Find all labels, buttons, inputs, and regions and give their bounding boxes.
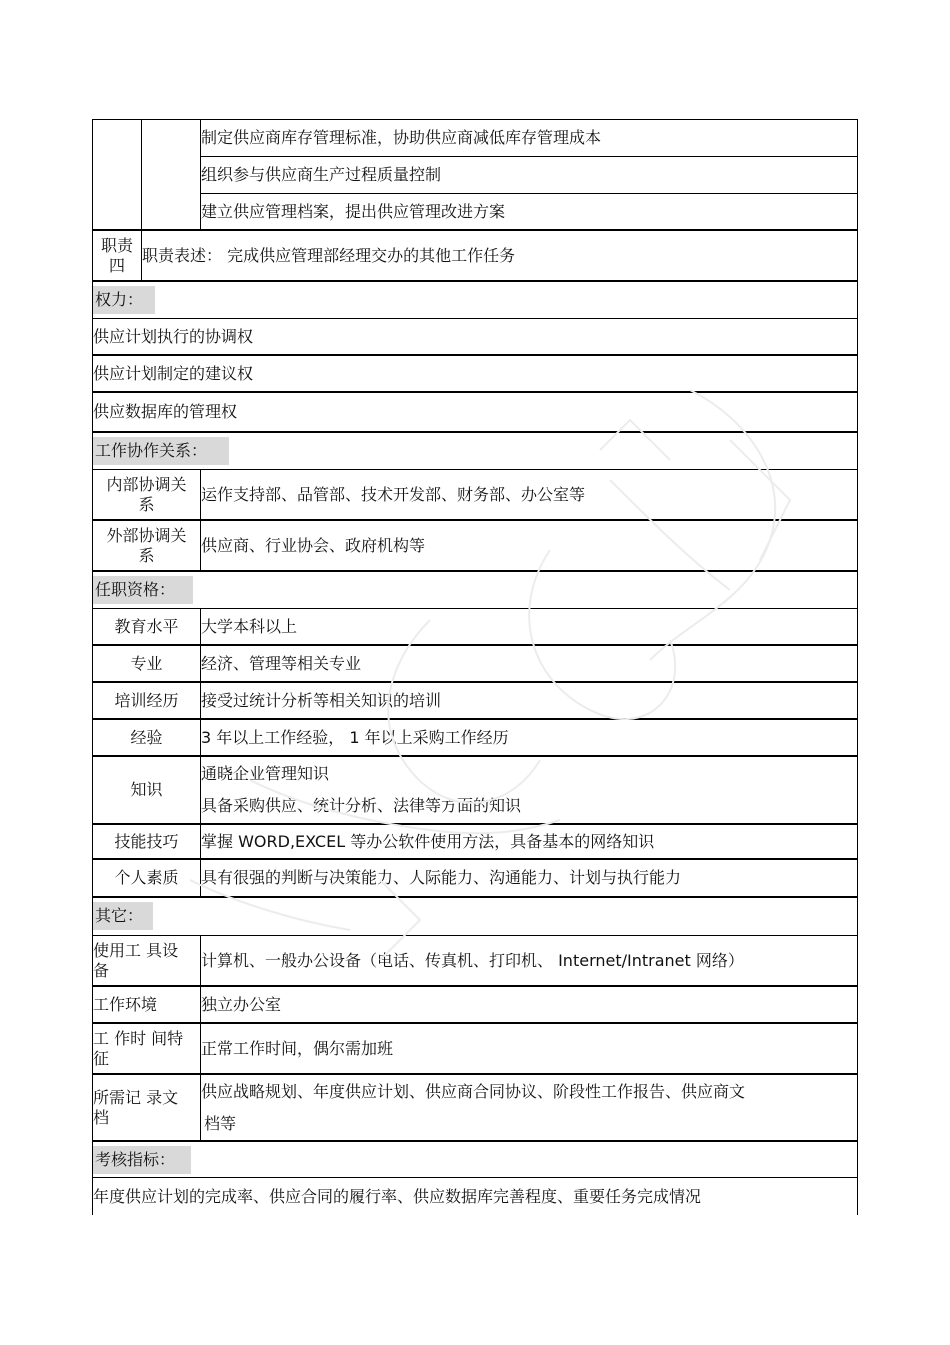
documents-row: [92, 1074, 858, 1141]
duty-item-row: [200, 193, 858, 230]
internal-relations-row: [92, 469, 858, 520]
authority-header: [92, 281, 858, 318]
authority-cell: [92, 318, 858, 355]
duty-four-label: 职责 四: [92, 230, 142, 281]
environment-value: 独立办公室: [200, 986, 858, 1023]
duty-desc-cell: [141, 119, 201, 230]
qualification-label: 培训经历: [92, 682, 201, 719]
work-time-label: 工 作时 间特 征: [92, 1023, 201, 1074]
qualification-row: [92, 682, 858, 719]
documents-value: 供应战略规划、年度供应计划、供应商合同协议、阶段性工作报告、供应商文 档等: [200, 1074, 858, 1141]
assessment-section: [92, 1141, 858, 1178]
personal-quality-value: 具有很强的判断与决策能力、人际能力、沟通能力、计划与执行能力: [200, 859, 858, 897]
section-title: 考核指标：: [93, 1146, 191, 1174]
knowledge-value: 通晓企业管理知识 具备采购供应、统计分析、法律等方面的知识: [200, 756, 858, 824]
environment-row: [92, 986, 858, 1023]
tools-value: 计算机、一般办公设备（电话、传真机、打印机、 Internet/Intranet 网络）: [200, 935, 858, 986]
qualification-value: 经济、管理等相关专业: [200, 645, 858, 682]
skills-row: [92, 824, 858, 859]
environment-label: 工作环境: [92, 986, 201, 1023]
authority-item: [92, 355, 858, 392]
duty-item-row: [200, 156, 858, 194]
duty-item-row: [200, 119, 858, 157]
authority-text: 供应数据库的管理权: [93, 402, 238, 421]
internal-relations-value: 运作支持部、品管部、技术开发部、财务部、办公室等: [200, 469, 858, 520]
knowledge-row: [92, 756, 858, 824]
authority-text: 供应计划执行的协调权: [93, 326, 254, 346]
relations-header: [92, 432, 858, 469]
other-header: [92, 897, 858, 935]
duties-continuation: [92, 119, 858, 230]
authority-text: 供应计划制定的建议权: [93, 363, 254, 383]
section-title: 任职资格：: [93, 576, 193, 604]
qualification-value: 大学本科以上: [200, 608, 858, 645]
assessment-header: [92, 1141, 858, 1178]
authority-item: [92, 392, 858, 432]
authority-cell: [92, 392, 858, 432]
qualification-row: [92, 719, 858, 756]
qualification-row: [92, 645, 858, 682]
authority-item: [92, 318, 858, 355]
duty-item-text: 组织参与供应商生产过程质量控制: [201, 165, 442, 184]
external-relations-value: 供应商、行业协会、政府机构等: [200, 520, 858, 571]
documents-label: 所需记 录文 档: [92, 1074, 201, 1141]
qualification-value: 接受过统计分析等相关知识的培训: [200, 682, 858, 719]
section-title: 工作协作关系：: [93, 437, 229, 465]
assessment-value: 年度供应计划的完成率、供应合同的履行率、供应数据库完善程度、重要任务完成情况: [92, 1178, 858, 1215]
tools-label: 使用工 具设 备: [92, 935, 201, 986]
qualification-row: [92, 608, 858, 645]
skills-value: 掌握 WORD,EXCEL 等办公软件使用方法，具备基本的网络知识: [200, 824, 858, 859]
tools-row: [92, 935, 858, 986]
section-title: 权力：: [93, 286, 155, 314]
work-time-row: [92, 1023, 858, 1074]
qualification-label: 专业: [92, 645, 201, 682]
duty-item-text: 制定供应商库存管理标准，协助供应商减低库存管理成本: [201, 128, 602, 147]
assessment-row: [92, 1178, 858, 1215]
qualification-label: 教育水平: [92, 608, 201, 645]
skills-label: 技能技巧: [92, 824, 201, 859]
qualifications-header: [92, 571, 858, 608]
duty-four-description: 职责表述： 完成供应管理部经理交办的其他工作任务: [141, 230, 858, 281]
qualification-value: 3 年以上工作经验， 1 年以上采购工作经历: [200, 719, 858, 756]
personal-quality-row: [92, 859, 858, 897]
qualifications-section: [92, 571, 858, 608]
internal-relations-label: 内部协调关 系: [92, 469, 201, 520]
external-relations-row: [92, 520, 858, 571]
other-section: [92, 897, 858, 935]
external-relations-label: 外部协调关 系: [92, 520, 201, 571]
duty-number-cell: [92, 119, 142, 230]
relations-section: [92, 432, 858, 469]
personal-quality-label: 个人素质: [92, 859, 201, 897]
duty-item-text: 建立供应管理档案，提出供应管理改进方案: [201, 201, 506, 221]
authority-cell: [92, 355, 858, 392]
authority-section: [92, 281, 858, 318]
qualification-label: 经验: [92, 719, 201, 756]
job-description-table: [92, 119, 858, 1215]
section-title: 其它：: [93, 902, 153, 930]
duty-four-row: [92, 230, 858, 281]
knowledge-label: 知识: [92, 756, 201, 824]
work-time-value: 正常工作时间，偶尔需加班: [200, 1023, 858, 1074]
